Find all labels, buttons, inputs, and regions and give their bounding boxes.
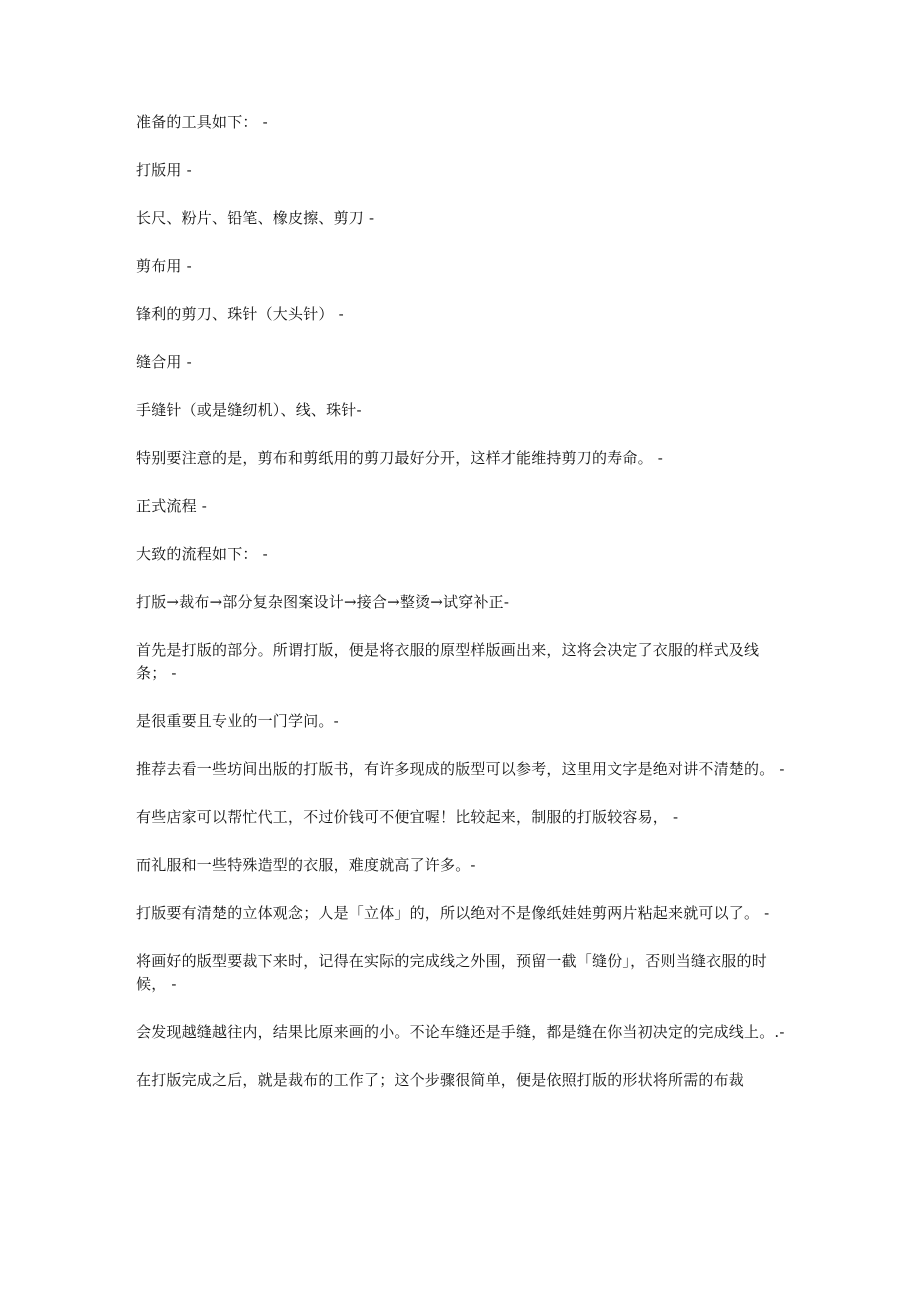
paragraph-pattern-tools: 长尺、粉片、铅笔、橡皮擦、剪刀 - — [136, 209, 375, 227]
paragraph-process-intro: 大致的流程如下： - — [136, 545, 268, 563]
paragraph-3d-concept: 打版要有清楚的立体观念；人是「立体」的，所以绝对不是像纸娃娃剪两片粘起来就可以了。 - — [136, 904, 770, 922]
paragraph-tools-intro: 准备的工具如下： - — [136, 113, 268, 131]
paragraph-finish-line: 会发现越缝越往内，结果比原来画的小。不论车缝还是手缝，都是缝在你当初决定的完成线上。.- — [136, 1023, 785, 1041]
paragraph-difficulty: 而礼服和一些特殊造型的衣服，难度就高了许多。- — [136, 856, 476, 874]
paragraph-pattern-explanation: 首先是打版的部分。所谓打版，便是将衣服的原型样版画出来，这将会决定了衣服的样式及线条； - — [136, 641, 760, 682]
paragraph-scissors-note: 特别要注意的是，剪布和剪纸用的剪刀最好分开，这样才能维持剪刀的寿命。 - — [136, 449, 664, 467]
paragraph-sewing-tools: 手缝针（或是缝纫机）、线、珠针- — [136, 401, 362, 419]
document-body — [136, 111, 788, 1117]
paragraph-cutting-heading: 剪布用 - — [136, 257, 192, 275]
paragraph-seam-allowance: 将画好的版型要裁下来时，记得在实际的完成线之外围，预留一截「缝份」，否则当缝衣服的时候， - — [136, 952, 767, 993]
paragraph-process-heading: 正式流程 - — [136, 497, 208, 515]
paragraph-process-steps: 打版→裁布→部分复杂图案设计→接合→整烫→试穿补正- — [136, 593, 510, 611]
paragraph-pattern-heading: 打版用 - — [136, 161, 192, 179]
paragraph-pattern-importance: 是很重要且专业的一门学问。- — [136, 712, 339, 730]
paragraph-cutting-tools: 锋利的剪刀、珠针（大头针） - — [136, 305, 344, 323]
paragraph-book-recommendation: 推荐去看一些坊间出版的打版书，有许多现成的版型可以参考，这里用文字是绝对讲不清楚的。 - — [136, 760, 785, 778]
paragraph-cutting-step: 在打版完成之后，就是裁布的工作了；这个步骤很简单，便是依照打版的形状将所需的布裁 — [136, 1071, 745, 1089]
paragraph-sewing-heading: 缝合用 - — [136, 353, 192, 371]
paragraph-shop-service: 有些店家可以帮忙代工，不过价钱可不便宜喔！比较起来，制服的打版较容易， - — [136, 808, 679, 826]
